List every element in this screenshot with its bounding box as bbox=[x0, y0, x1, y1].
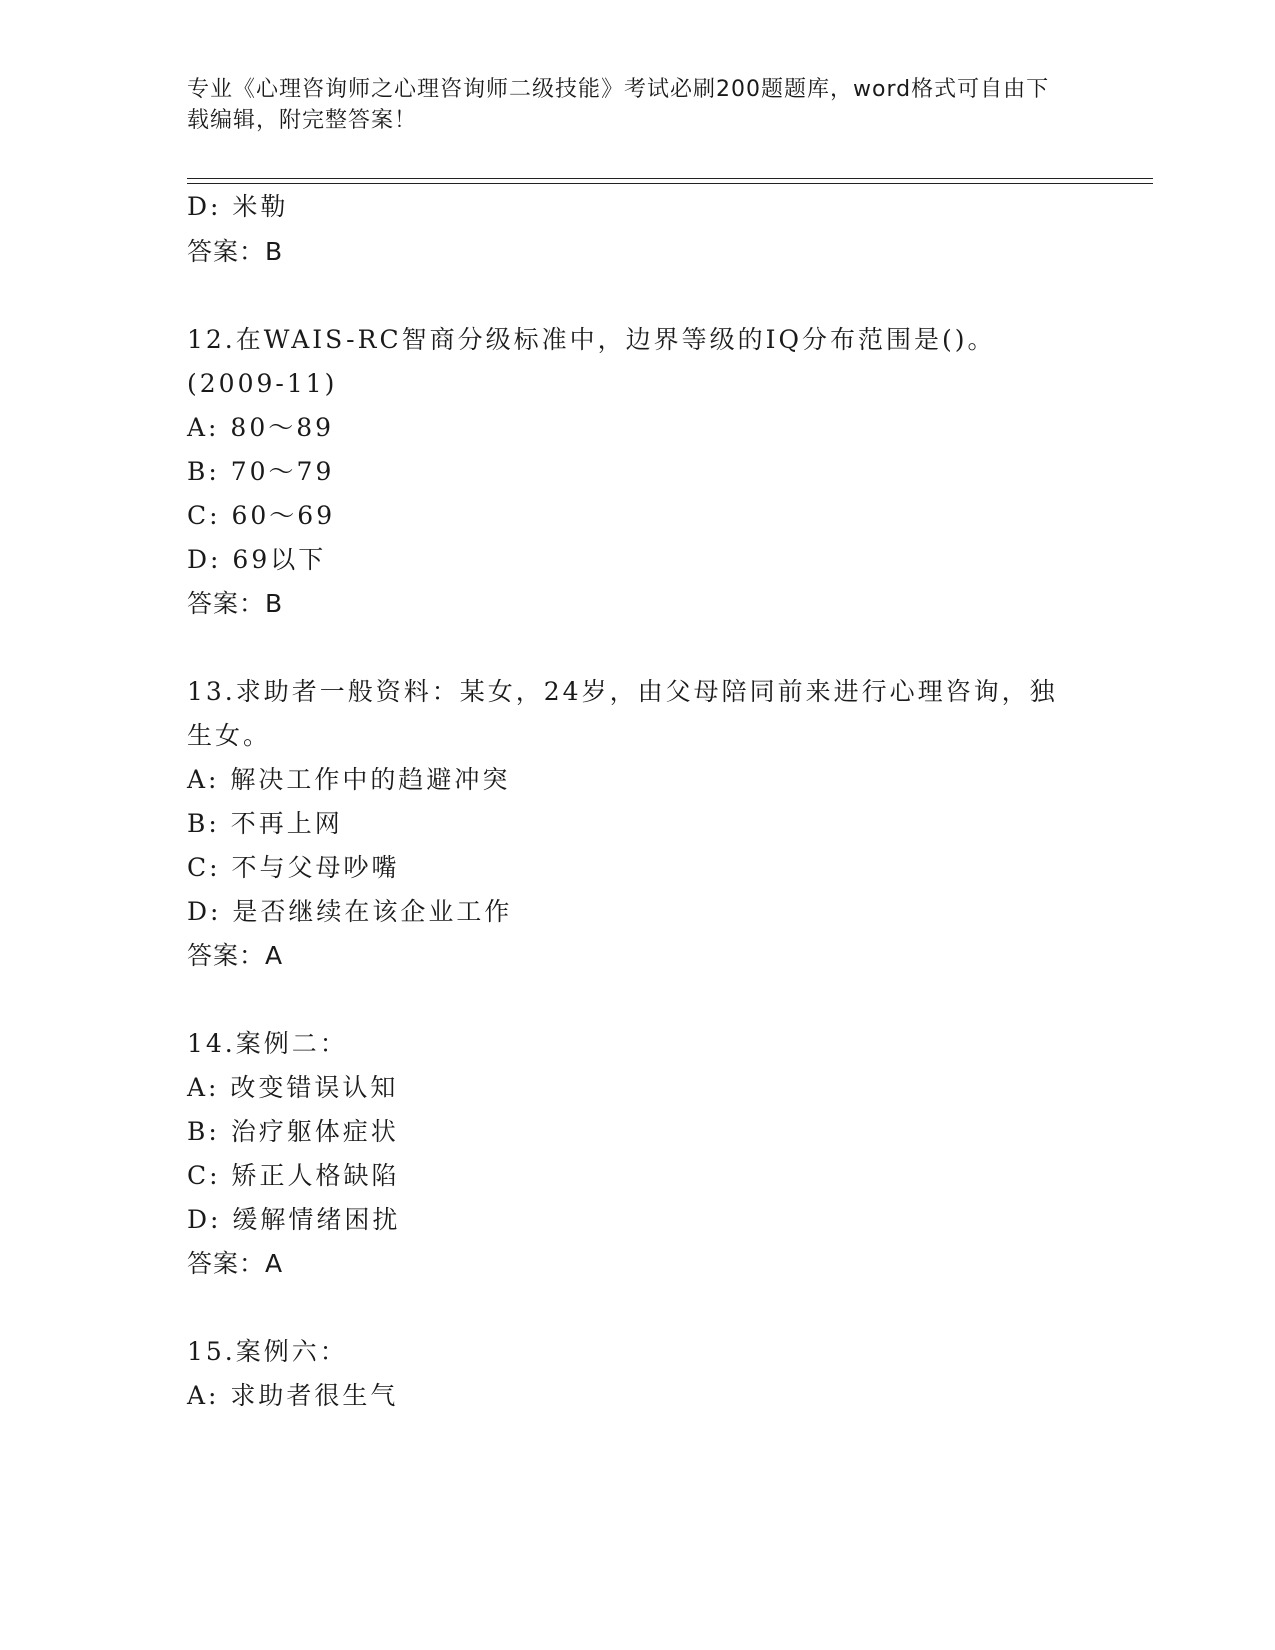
q12-option-a: A: 80～89 bbox=[187, 413, 335, 442]
q14-option-d: D: 缓解情绪困扰 bbox=[187, 1205, 401, 1234]
q13-option-b: B: 不再上网 bbox=[187, 809, 343, 838]
header-divider-top bbox=[187, 178, 1153, 179]
q14-answer: 答案：A bbox=[187, 1249, 284, 1278]
q15-stem: 15.案例六： bbox=[187, 1337, 348, 1366]
q13-option-a: A: 解决工作中的趋避冲突 bbox=[187, 765, 511, 794]
q13-answer: 答案：A bbox=[187, 941, 284, 970]
header-divider-bottom bbox=[187, 183, 1153, 184]
q11-option-d: D: 米勒 bbox=[187, 192, 289, 221]
q14-option-c: C: 矫正人格缺陷 bbox=[187, 1161, 400, 1190]
q14-option-b: B: 治疗躯体症状 bbox=[187, 1117, 399, 1146]
q15-option-a: A: 求助者很生气 bbox=[187, 1381, 399, 1410]
q14-option-a: A: 改变错误认知 bbox=[187, 1073, 399, 1102]
q12-option-c: C: 60～69 bbox=[187, 501, 336, 530]
q13-stem-line2: 生女。 bbox=[187, 721, 272, 750]
q12-answer: 答案：B bbox=[187, 589, 284, 618]
q13-option-c: C: 不与父母吵嘴 bbox=[187, 853, 400, 882]
q12-option-d: D: 69以下 bbox=[187, 545, 327, 574]
q13-option-d: D: 是否继续在该企业工作 bbox=[187, 897, 513, 926]
q12-option-b: B: 70～79 bbox=[187, 457, 335, 486]
q12-stem-line2: (2009-11) bbox=[187, 369, 338, 398]
q13-stem-line1: 13.求助者一般资料：某女，24岁，由父母陪同前来进行心理咨询，独 bbox=[187, 677, 1058, 706]
document-header: 专业《心理咨询师之心理咨询师二级技能》考试必刷200题题库，word格式可自由下载编辑，附完整答案！ bbox=[187, 77, 1050, 133]
q14-stem: 14.案例二： bbox=[187, 1029, 348, 1058]
q11-answer: 答案：B bbox=[187, 237, 284, 266]
q12-stem-line1: 12.在WAIS-RC智商分级标准中，边界等级的IQ分布范围是()。 bbox=[187, 325, 996, 354]
